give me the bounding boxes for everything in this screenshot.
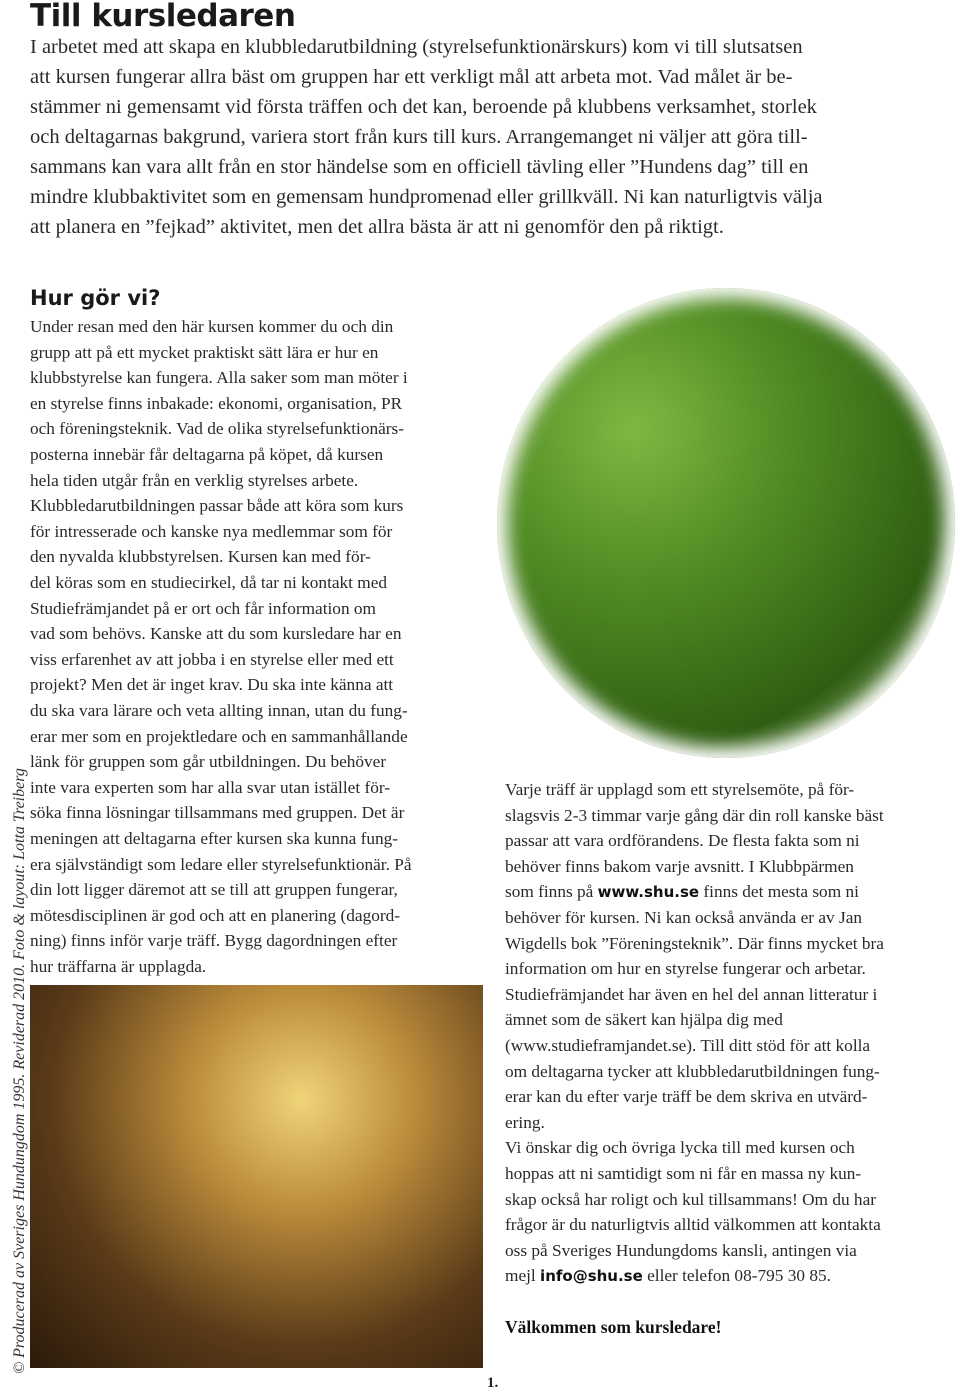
text-line: del köras som en studiecirkel, då tar ni kontakt med xyxy=(30,573,388,592)
text-line: för intresserade och kanske nya medlemmar som för xyxy=(30,521,393,541)
text-line: sammans kan vara allt från en stor händelse som en officiell tävling eller ”Hundens dag” till en xyxy=(30,156,809,178)
text-line xyxy=(505,882,859,902)
text-line: Wigdells bok ”Föreningsteknik”. Där finns mycket bra xyxy=(505,933,884,953)
text-line: Klubbledarutbildningen passar både att köra som kurs xyxy=(30,496,404,516)
text-line: grupp att på ett mycket praktiskt sätt lära er hur en xyxy=(30,342,379,362)
text-line: ning) finns inför varje träff. Bygg dagordningen efter xyxy=(30,931,398,951)
text-line: hela tiden utgår från en verklig styrelses arbete. xyxy=(30,470,359,490)
credit-text: © Producerad av Sveriges Hundungdom 1995. Reviderad 2010. Foto & layout: Lotta Treiberg xyxy=(11,768,28,1374)
link[interactable]: www.shu.se xyxy=(597,883,700,902)
text-line: den nyvalda klubbstyrelsen. Kursen kan med för- xyxy=(30,547,371,567)
text-line: information om hur en styrelse fungerar och arbetar. xyxy=(505,959,866,979)
text-line: ering. xyxy=(505,1112,545,1132)
text-line: oss på Sveriges Hundungdoms kansli, antingen via xyxy=(505,1240,857,1260)
text-line: mötesdisciplinen är god och att en planering (dagord- xyxy=(30,905,400,925)
photo-puppy xyxy=(30,985,483,1368)
text-line: du ska vara lärare och veta allting innan, utan du fung- xyxy=(30,701,408,720)
page-number: 1. xyxy=(487,1375,499,1391)
text-line: Studiefrämjandet på er ort och får information om xyxy=(30,598,376,618)
text-line: hoppas att ni samtidigt som ni får en massa ny kun- xyxy=(505,1164,862,1183)
link[interactable]: info@shu.se xyxy=(540,1267,643,1286)
text-line xyxy=(505,1266,831,1286)
text-line: posterna innebär får deltagarna på köpet, då kursen xyxy=(30,445,384,464)
text-line: passar att vara ordförandens. De flesta fakta som ni xyxy=(505,831,860,851)
text-line: Studiefrämjandet har även en hel del annan litteratur i xyxy=(505,984,878,1004)
text: mejl xyxy=(505,1266,541,1286)
text-line: era självständigt som ledare eller styrelsefunktionär. På xyxy=(30,854,412,874)
text-line: Varje träff är upplagd som ett styrelsemöte, på för- xyxy=(505,780,855,799)
text-line: mindre klubbaktivitet som en gemensam hundpromenad eller grillkväll. Ni kan naturligtvis välja xyxy=(30,186,823,208)
text-line: meningen att deltagarna efter kursen ska kunna fung- xyxy=(30,829,399,848)
text-line: Vi önskar dig och övriga lycka till med kursen och xyxy=(505,1138,855,1158)
text-line: länk för gruppen som går utbildningen. Du behöver xyxy=(30,752,387,772)
text-line: att planera en ”fejkad” aktivitet, men det allra bästa är att ni genomför den på riktigt. xyxy=(30,216,724,238)
text-line: ämnet som de säkert kan hjälpa dig med xyxy=(505,1010,783,1030)
page-title: Till kursledaren xyxy=(30,0,296,34)
text-line: hur träffarna är upplagda. xyxy=(30,957,207,976)
section-heading: Hur gör vi? xyxy=(30,286,161,310)
text-line: en styrelse finns inbakade: ekonomi, organisation, PR xyxy=(30,393,403,413)
text-line: skap också har roligt och kul tillsammans! Om du har xyxy=(505,1189,876,1209)
text-line: Under resan med den här kursen kommer du och din xyxy=(30,317,394,336)
text-line: och föreningsteknik. Vad de olika styrelsefunktionärs- xyxy=(30,419,405,439)
text-line: söka finna lösningar tillsammans med gruppen. Det är xyxy=(30,803,405,823)
text-line: att kursen fungerar allra bäst om gruppen har ett verkligt mål att arbeta mot. Vad målet är be- xyxy=(30,66,793,88)
text-line: behöver för kursen. Ni kan också använda er av Jan xyxy=(505,908,863,927)
text-line: stämmer ni gemensamt vid första träffen och det kan, beroende på klubbens verksamhet, storlek xyxy=(30,96,817,118)
text-line: klubbstyrelse kan fungera. Alla saker som man möter i xyxy=(30,368,408,388)
text-line: erar mer som en projektledare och en sammanhållande xyxy=(30,726,408,746)
text-line: vad som behövs. Kanske att du som kursledare har en xyxy=(30,624,402,644)
text-line: om deltagarna tycker att klubbledarutbildningen fung- xyxy=(505,1061,880,1081)
text-line: inte vara experten som har alla svar utan istället för- xyxy=(30,777,391,797)
text: finns det mesta som ni xyxy=(699,882,859,902)
text-line: behöver finns bakom varje avsnitt. I Klubbpärmen xyxy=(505,856,854,876)
text-line: erar kan du efter varje träff be dem skriva en utvärd- xyxy=(505,1087,868,1107)
text: som finns på xyxy=(505,882,598,902)
text-line: och deltagarnas bakgrund, variera stort från kurs till kurs. Arrangemanget ni väljer att göra till- xyxy=(30,126,808,148)
closing-text: Välkommen som kursledare! xyxy=(505,1317,722,1337)
photo-girl-with-dogs xyxy=(497,288,955,758)
text-line: slagsvis 2-3 timmar varje gång där din roll kanske bäst xyxy=(505,805,884,825)
text: eller telefon 08-795 30 85. xyxy=(642,1266,831,1286)
text-line: viss erfarenhet av att jobba i en styrelse eller med ett xyxy=(30,649,394,669)
text-line: projekt? Men det är inget krav. Du ska inte känna att xyxy=(30,675,394,695)
text-line: din lott ligger däremot att se till att gruppen fungerar, xyxy=(30,880,398,900)
text-line: (www.studieframjandet.se). Till ditt stöd för att kolla xyxy=(505,1036,871,1055)
text-line: frågor är du naturligtvis alltid välkommen att kontakta xyxy=(505,1215,881,1235)
text-line: I arbetet med att skapa en klubbledarutbildning (styrelsefunktionärskurs) kom vi till slutsatsen xyxy=(30,36,803,58)
